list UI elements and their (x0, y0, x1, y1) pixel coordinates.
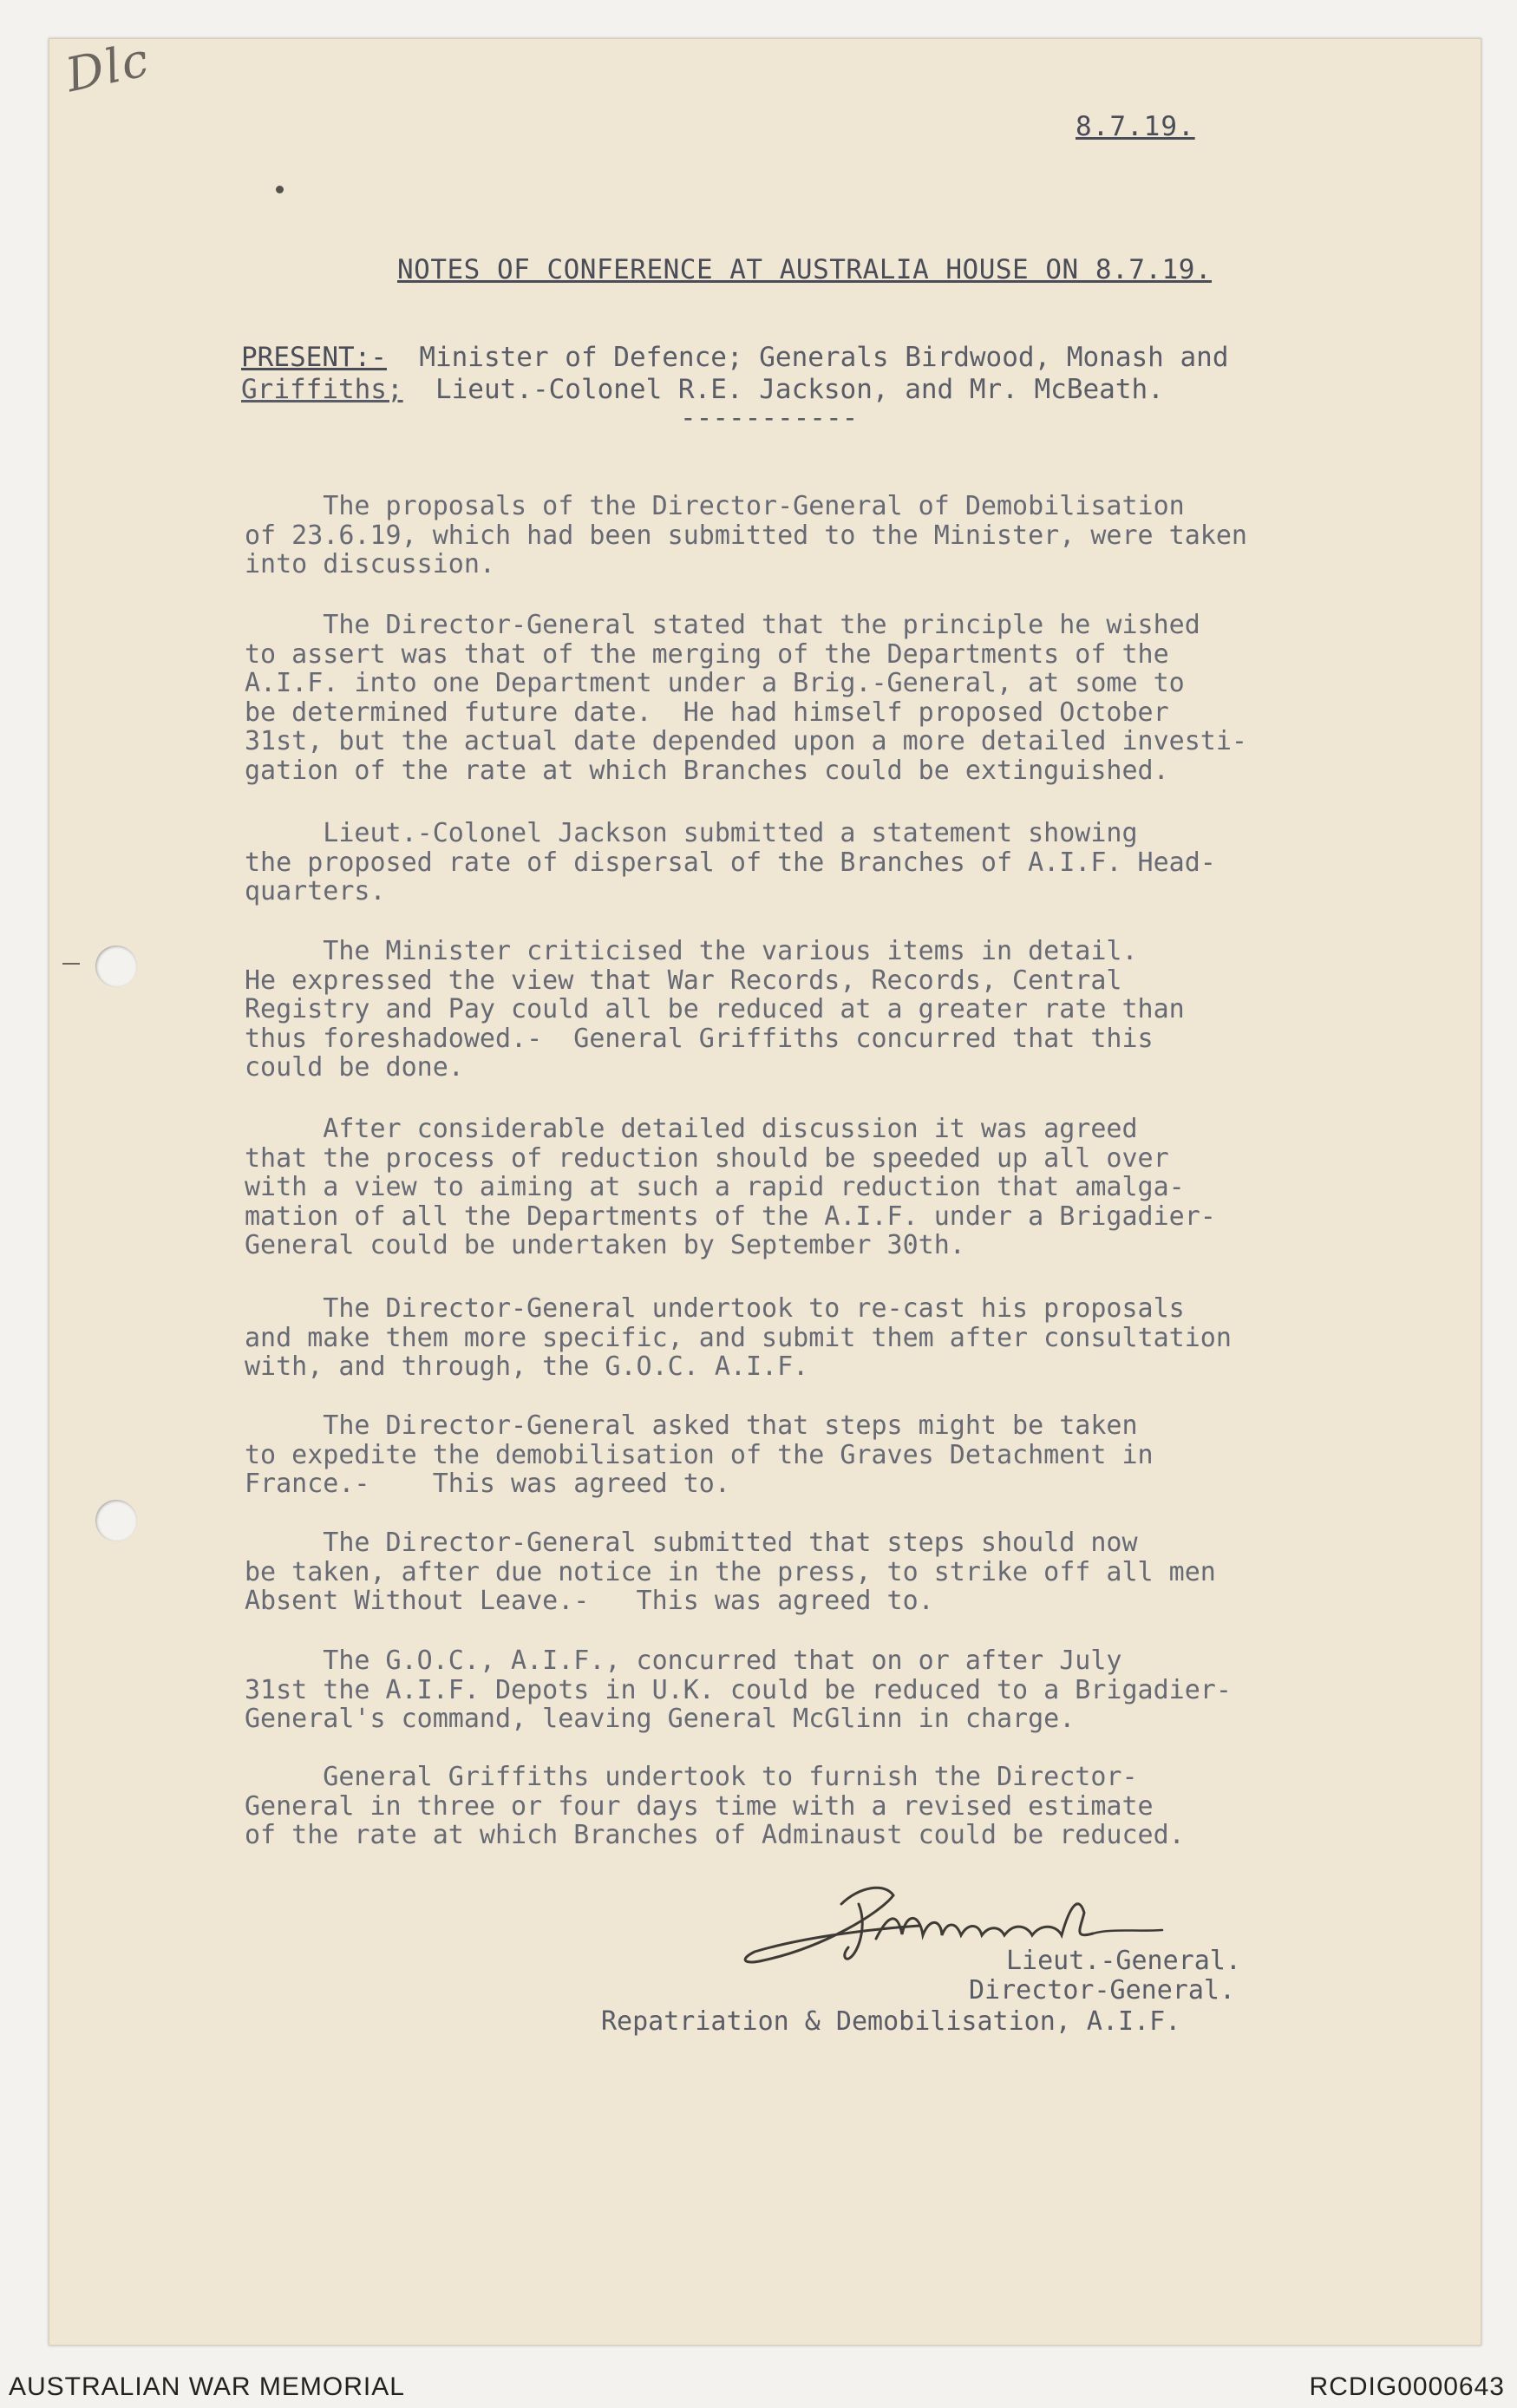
document-title: NOTES OF CONFERENCE AT AUSTRALIA HOUSE ON 8.7.19. (397, 254, 1213, 285)
paragraph-5: After considerable detailed discussion it was agreed that the process of reduction should be speeded up all over with a view to aiming at such a rapid reduction that amalga- mation of all the Departments of the A.I.F. under a Brigadier- General could be undertaken by September 30th. (245, 1114, 1216, 1260)
paragraph-1: The proposals of the Director-General of Demobilisation of 23.6.19, which had been submitted to the Minister, were taken into discussion. (245, 491, 1247, 579)
paragraph-10: General Griffiths undertook to furnish the Director- General in three or four days time with a revised estimate of the rate at which Branches of Adminaust could be reduced. (245, 1762, 1185, 1850)
present-line-1: Minister of Defence; Generals Birdwood, Monash and (419, 342, 1229, 373)
signature-organisation: Repatriation & Demobilisation, A.I.F. (601, 2006, 1181, 2037)
paragraph-2: The Director-General stated that the principle he wished to assert was that of the merging of the Departments of the A.I.F. into one Department under a Brig.-General, at some to be determined future date. He had himself proposed October 31st, but the actual date depended upon a more detailed investi- gation of the rate at which Branches could be extinguished. (245, 610, 1247, 786)
margin-mark (62, 963, 80, 965)
present-label: PRESENT:- (241, 342, 387, 373)
document-date: 8.7.19. (1076, 111, 1195, 142)
paragraph-6: The Director-General undertook to re-cast his proposals and make them more specific, and submit them after consultation with, and through, the G.O.C. A.I.F. (245, 1293, 1232, 1382)
paragraph-4: The Minister criticised the various items in detail. He expressed the view that War Records, Records, Central Registry and Pay could all be reduced at a greater rate than thus foreshadowed.- General Griffiths concurred that this could be done. (245, 936, 1185, 1083)
paragraph-8: The Director-General submitted that steps should now be taken, after due notice in the press, to strike off all men Absent Without Leave.- This was agreed to. (245, 1528, 1216, 1616)
handwritten-note: Dlc (61, 31, 155, 103)
punch-hole-top (95, 946, 137, 987)
signature-rank: Lieut.-General. (1006, 1946, 1241, 1976)
paragraph-3: Lieut.-Colonel Jackson submitted a statement showing the proposed rate of dispersal of the Branches of A.I.F. Head- quarters. (245, 818, 1216, 906)
footer-reference: RCDIG0000643 (1309, 2372, 1505, 2401)
paragraph-9: The G.O.C., A.I.F., concurred that on or after July 31st the A.I.F. Depots in U.K. could be reduced to a Brigadier- General's command, leaving General McGlinn in charge. (245, 1646, 1232, 1734)
present-line-2: Lieut.-Colonel R.E. Jackson, and Mr. McBeath. (435, 374, 1164, 405)
footer-institution: AUSTRALIAN WAR MEMORIAL (9, 2372, 405, 2401)
signature-title: Director-General. (969, 1975, 1236, 2006)
separator-rule: ----------- (680, 402, 859, 434)
paragraph-7: The Director-General asked that steps might be taken to expedite the demobilisation of the Graves Detachment in France.- This was agreed to. (245, 1410, 1154, 1499)
present-line-2-label: Griffiths; (241, 374, 403, 405)
punch-hole-bottom (95, 1500, 137, 1541)
ink-speck (276, 186, 284, 193)
present-list (241, 342, 1229, 406)
